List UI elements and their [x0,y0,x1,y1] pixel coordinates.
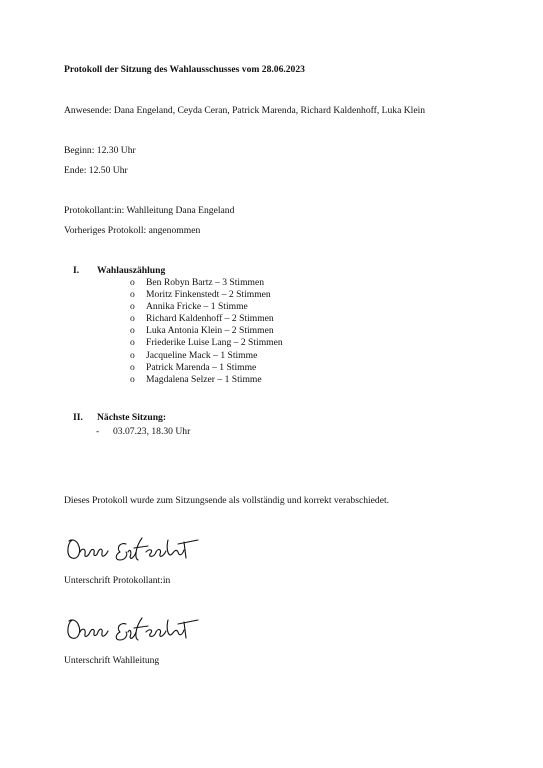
end-time: Ende: 12.50 Uhr [64,165,128,176]
begin-time: Beginn: 12.30 Uhr [64,145,136,156]
circle-bullet-icon: o [130,313,135,325]
next-meeting-date: 03.07.23, 18.30 Uhr [113,426,191,437]
section-2-title: Nächste Sitzung: [97,412,167,423]
vote-count-list [130,277,283,386]
list-item [130,362,283,374]
recorder-line: Protokollant:in: Wahlleitung Dana Engeland [64,205,235,216]
list-item [130,277,283,289]
section-1-number: I. [73,265,80,276]
document-title: Protokoll der Sitzung des Wahlausschusses vom 28.06.2023 [64,64,305,75]
vote-entry: Jacqueline Mack – 1 Stimme [146,349,258,361]
list-item [130,337,283,349]
list-item [130,374,283,386]
list-item [130,289,283,301]
signature-lead-label: Unterschrift Wahlleitung [64,655,160,666]
circle-bullet-icon: o [130,337,135,349]
section-1-title: Wahlauszählung [97,265,166,276]
list-item [130,301,283,313]
list-item [130,350,283,362]
circle-bullet-icon: o [130,301,135,313]
previous-protocol-line: Vorheriges Protokoll: angenommen [64,225,201,236]
signature-recorder-label: Unterschrift Protokollant:in [64,575,171,586]
vote-entry: Richard Kaldenhoff – 2 Stimmen [146,313,274,325]
handwritten-signature-recorder [64,530,204,566]
circle-bullet-icon: o [130,277,135,288]
list-item [130,313,283,325]
closing-statement: Dieses Protokoll wurde zum Sitzungsende als vollständig und korrekt verabschiedet. [64,495,390,506]
circle-bullet-icon: o [130,373,135,385]
circle-bullet-icon: o [130,361,135,373]
attendees-line: Anwesende: Dana Engeland, Ceyda Ceran, Patrick Marenda, Richard Kaldenhoff, Luka Klein [64,105,426,116]
circle-bullet-icon: o [130,325,135,337]
circle-bullet-icon: o [130,349,135,361]
vote-entry: Moritz Finkenstedt – 2 Stimmen [146,289,271,301]
vote-entry: Ben Robyn Bartz – 3 Stimmen [146,277,265,288]
list-item [130,325,283,337]
vote-entry: Magdalena Selzer – 1 Stimme [146,373,262,385]
section-2-number: II. [73,412,83,423]
vote-entry: Patrick Marenda – 1 Stimme [146,361,257,373]
circle-bullet-icon: o [130,289,135,301]
dash-bullet-icon: - [96,426,100,437]
vote-entry: Luka Antonia Klein – 2 Stimmen [146,325,274,337]
handwritten-signature-lead [64,610,204,646]
vote-entry: Friederike Luise Lang – 2 Stimmen [146,337,283,349]
vote-entry: Annika Fricke – 1 Stimme [146,301,248,313]
